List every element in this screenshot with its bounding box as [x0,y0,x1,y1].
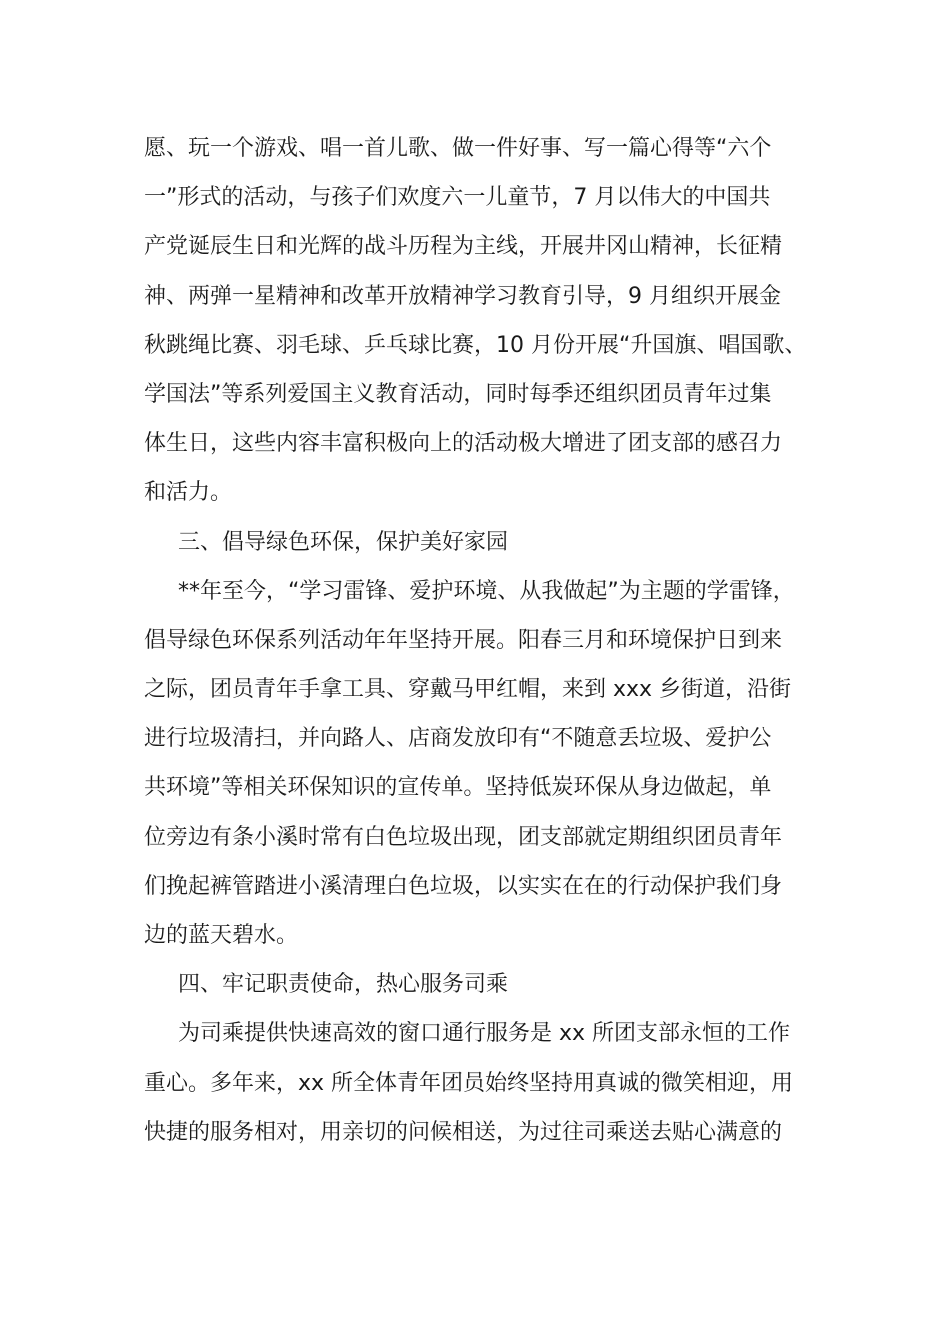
text-line: 体生日，这些内容丰富积极向上的活动极大增进了团支部的感召力 [144,431,783,457]
text-line: 边的蓝天碧水。 [144,923,299,948]
text-line: 们挽起裤管踏进小溪清理白色垃圾，以实实在在的行动保护我们身 [144,873,783,899]
text-line: 倡导绿色环保系列活动年年坚持开展。阳春三月和环境保护日到来 [144,627,783,653]
document-page [144,124,808,1157]
text-line: 神、两弹一星精神和改革开放精神学习教育引导，9 月组织开展金 [144,283,781,309]
text-line: 一”形式的活动，与孩子们欢度六一儿童节，7 月以伟大的中国共 [144,185,771,211]
text-line: 产党诞辰生日和光辉的战斗历程为主线，开展井冈山精神，长征精 [144,234,783,260]
text-line: 共环境”等相关环保知识的宣传单。坚持低炭环保从身边做起，单 [144,775,772,801]
text-line: 为司乘提供快速高效的窗口通行服务是 xx 所团支部永恒的工作 [178,1021,791,1047]
text-line: 进行垃圾清扫，并向路人、店商发放印有“不随意丢垃圾、爱护公 [144,726,772,752]
section-heading: 四、牢记职责使命，热心服务司乘 [178,972,509,998]
text-line: 之际，团员青年手拿工具、穿戴马甲红帽，来到 xxx 乡街道，沿街 [144,677,792,703]
text-line: 位旁边有条小溪时常有白色垃圾出现，团支部就定期组织团员青年 [144,824,783,850]
section-heading: 三、倡导绿色环保，保护美好家园 [178,529,509,555]
text-line: 和活力。 [144,480,233,506]
text-line: 愿、玩一个游戏、唱一首儿歌、做一件好事、写一篇心得等“六个 [144,136,772,161]
text-line: 秋跳绳比赛、羽毛球、乒乓球比赛，10 月份开展“升国旗、唱国歌、 [144,332,807,358]
text-line: 快捷的服务相对，用亲切的问候相送，为过往司乘送去贴心满意的 [144,1119,783,1145]
text-line: 重心。多年来，xx 所全体青年团员始终坚持用真诚的微笑相迎，用 [144,1070,794,1096]
text-line: **年至今，“学习雷锋、爱护环境、从我做起”为主题的学雷锋， [178,578,795,604]
text-line: 学国法”等系列爱国主义教育活动，同时每季还组织团员青年过集 [144,381,772,407]
